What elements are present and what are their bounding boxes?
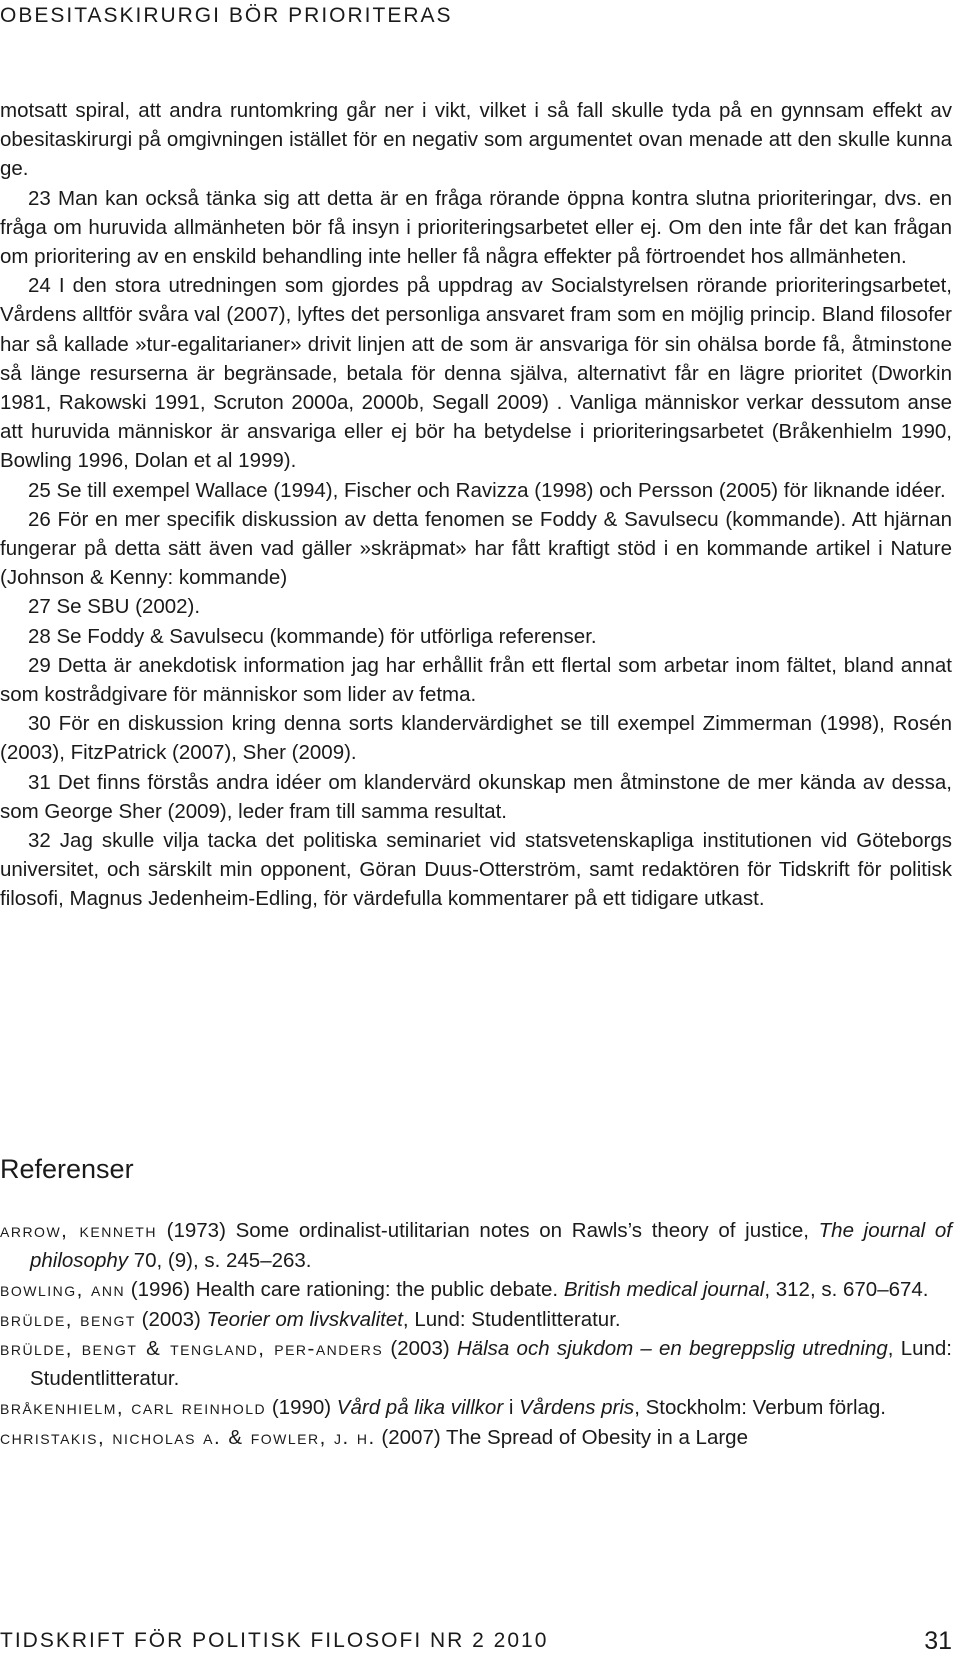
references-heading: Referenser bbox=[0, 1154, 134, 1184]
reference-entry: christakis, nicholas a. & fowler, j. h. (2007) The Spread of Obesity in a Large bbox=[0, 1425, 748, 1449]
note-23: 23 Man kan också tänka sig att detta är en fråga rörande öppna kontra slutna prioriteringar, dvs. en fråga om huruvida allmänheten bör få insyn i prioriteringsarbetet eller ej. Om den inte får det kan frågan om prioritering av en enskild behandling inte heller få några effekter på förtroendet hos allmänheten. bbox=[0, 186, 952, 269]
note-32: 32 Jag skulle vilja tacka det politiska seminariet vid statsvetenskapliga institutionen vid Göteborgs universitet, och särskilt min opponent, Göran Duus-Otterström, samt redaktören för Tidskrift för politisk filosofi, Magnus Jedenheim-Edling, för värdefulla kommentarer på ett tidigare utkast. bbox=[0, 829, 952, 911]
note-29: 29 Detta är anekdotisk information jag har erhållit från ett flertal som arbetar inom fältet, bland annat som kostrådgivare för människor som lider av fetma. bbox=[0, 653, 952, 707]
reference-title: Vård på lika villkor bbox=[336, 1396, 504, 1419]
note-continuation: motsatt spiral, att andra runtomkring går ner i vikt, vilket i så fall skulle tyda på en gynnsam effekt av obesitaskirurgi på omgivningen istället för en negativ som argumentet ovan menade att den skulle kunna ge. bbox=[0, 99, 952, 181]
running-header: OBESITASKIRURGI BÖR PRIORITERAS bbox=[0, 4, 453, 27]
reference-list bbox=[0, 1216, 952, 1452]
reference-author: christakis, nicholas a. & fowler, j. h. bbox=[0, 1425, 376, 1449]
reference-entry: arrow, kenneth (1973) Some ordinalist-utilitarian notes on Rawls’s theory of justice, The journal of philosophy 70, (9), s. 245–263. bbox=[0, 1219, 952, 1272]
note-24: 24 I den stora utredningen som gjordes på uppdrag av Socialstyrelsen rörande prioriteringsarbetet, Vårdens alltför svåra val (2007), lyftes det personliga ansvaret fram som en möjlig princip. Bland filosofer har så kallade »tur-egalitarianer» drivit linjen att de som är ansvariga för sin ohälsa borde få, åtminstone så länge resurserna är begränsade, betala för denna själva, alternativt får en lägre prioritet (Dworkin 1981, Rakowski 1991, Scruton 2000a, 2000b, Segall 2009) . Vanliga människor verkar dessutom anse att huruvida människor är ansvariga eller ej bör ha betydelse i prioriteringsarbetet (Bråkenhielm 1990, Bowling 1996, Dolan et al 1999). bbox=[0, 274, 952, 473]
reference-title: Teorier om livskvalitet bbox=[206, 1307, 403, 1331]
reference-author: bråkenhielm, carl reinhold bbox=[0, 1396, 267, 1419]
page-number: 31 bbox=[924, 1627, 952, 1655]
reference-title: Hälsa och sjukdom – en begreppslig utredning bbox=[456, 1337, 888, 1360]
reference-author: arrow, kenneth bbox=[0, 1219, 157, 1242]
reference-entry: brülde, bengt & tengland, per-anders (2003) Hälsa och sjukdom – en begreppslig utredning, Lund: Studentlitteratur. bbox=[0, 1337, 953, 1390]
running-footer: TIDSKRIFT FÖR POLITISK FILOSOFI NR 2 2010 bbox=[0, 1629, 549, 1652]
note-28: 28 Se Foddy & Savulsecu (kommande) för utförliga referenser. bbox=[28, 624, 597, 648]
reference-entry: bowling, ann (1996) Health care rationing: the public debate. British medical journal, 312, s. 670–674. bbox=[0, 1278, 929, 1301]
reference-entry: bråkenhielm, carl reinhold (1990) Vård på lika villkor i Vårdens pris, Stockholm: Verbum förlag. bbox=[0, 1396, 886, 1419]
reference-title: British medical journal bbox=[563, 1278, 765, 1301]
endnotes bbox=[0, 96, 952, 914]
reference-author: brülde, bengt & tengland, per-anders bbox=[0, 1337, 384, 1360]
note-31: 31 Det finns förstås andra idéer om klandervärd okunskap men åtminstone de mer kända av dessa, som George Sher (2009), leder fram till samma resultat. bbox=[0, 770, 952, 823]
note-26: 26 För en mer specifik diskussion av detta fenomen se Foddy & Savulsecu (kommande). Att hjärnan fungerar på detta sätt även vad gäller »skräpmat» har fått kraftigt stöd i en kommande artikel i Nature (Johnson & Kenny: kommande) bbox=[0, 507, 952, 590]
note-30: 30 För en diskussion kring denna sorts klandervärdighet se till exempel Zimmerman (1998), Rosén (2003), FitzPatrick (2007), Sher (2009). bbox=[0, 712, 952, 765]
reference-author: brülde, bengt bbox=[0, 1307, 136, 1331]
reference-entry: brülde, bengt (2003) Teorier om livskvalitet, Lund: Studentlitteratur. bbox=[0, 1307, 621, 1331]
note-27: 27 Se SBU (2002). bbox=[28, 595, 201, 619]
note-25: 25 Se till exempel Wallace (1994), Fischer och Ravizza (1998) och Persson (2005) för liknande idéer. bbox=[28, 478, 946, 502]
reference-title: The journal of philosophy bbox=[30, 1219, 952, 1272]
reference-title-2: Vårdens pris bbox=[519, 1396, 635, 1419]
reference-author: bowling, ann bbox=[0, 1278, 126, 1301]
